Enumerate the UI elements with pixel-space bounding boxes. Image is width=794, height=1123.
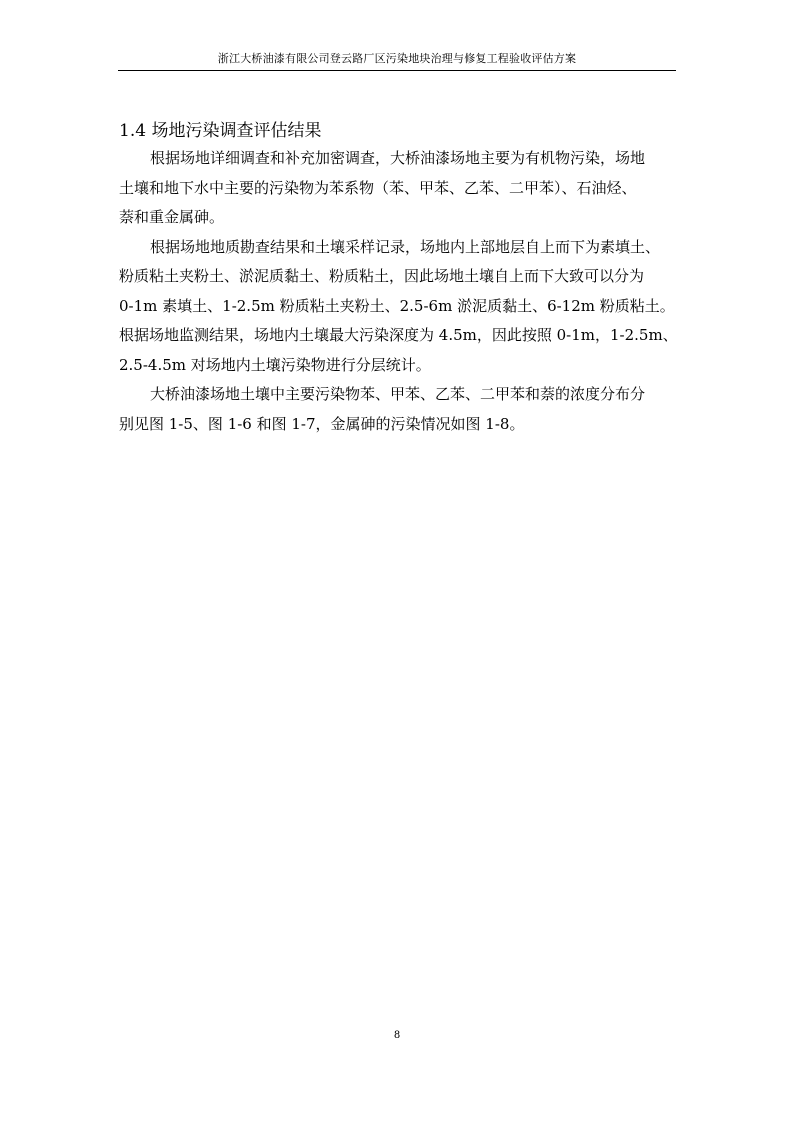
running-header: 浙江大桥油漆有限公司登云路厂区污染地块治理与修复工程验收评估方案	[217, 52, 577, 65]
header-divider	[118, 70, 676, 71]
section-heading: 1.4 场地污染调查评估结果	[119, 121, 322, 142]
text-line: 萘和重金属砷。	[119, 208, 225, 226]
section-body	[119, 144, 679, 439]
text-line: 0-1m 素填土、1-2.5m 粉质粘土夹粉土、2.5-6m 淤泥质黏土、6-12m 粉质粘土。	[119, 296, 675, 315]
text-line: 别见图 1-5、图 1-6 和图 1-7，金属砷的污染情况如图 1-8。	[119, 414, 525, 433]
text-line: 粉质粘土夹粉土、淤泥质黏土、粉质粘土，因此场地土壤自上而下大致可以分为	[119, 267, 645, 285]
text-line: 大桥油漆场地土壤中主要污染物苯、甲苯、乙苯、二甲苯和萘的浓度分布分	[150, 385, 646, 403]
text-line: 2.5-4.5m 对场地内土壤污染物进行分层统计。	[119, 355, 431, 374]
paragraph-soil-stratification	[119, 233, 679, 381]
text-line: 根据场地详细调查和补充加密调查，大桥油漆场地主要为有机物污染，场地	[150, 149, 646, 167]
page-number: 8	[393, 1030, 401, 1041]
text-line: 土壤和地下水中主要的污染物为苯系物（苯、甲苯、乙苯、二甲苯）、石油烃、	[119, 178, 637, 197]
text-line: 根据场地地质勘查结果和土壤采样记录，场地内上部地层自上而下为素填土、	[150, 237, 661, 256]
text-line: 根据场地监测结果，场地内土壤最大污染深度为 4.5m，因此按照 0-1m，1-2.5m、	[119, 326, 678, 344]
paragraph-figure-references	[119, 380, 679, 439]
paragraph-contamination-summary	[119, 144, 679, 233]
